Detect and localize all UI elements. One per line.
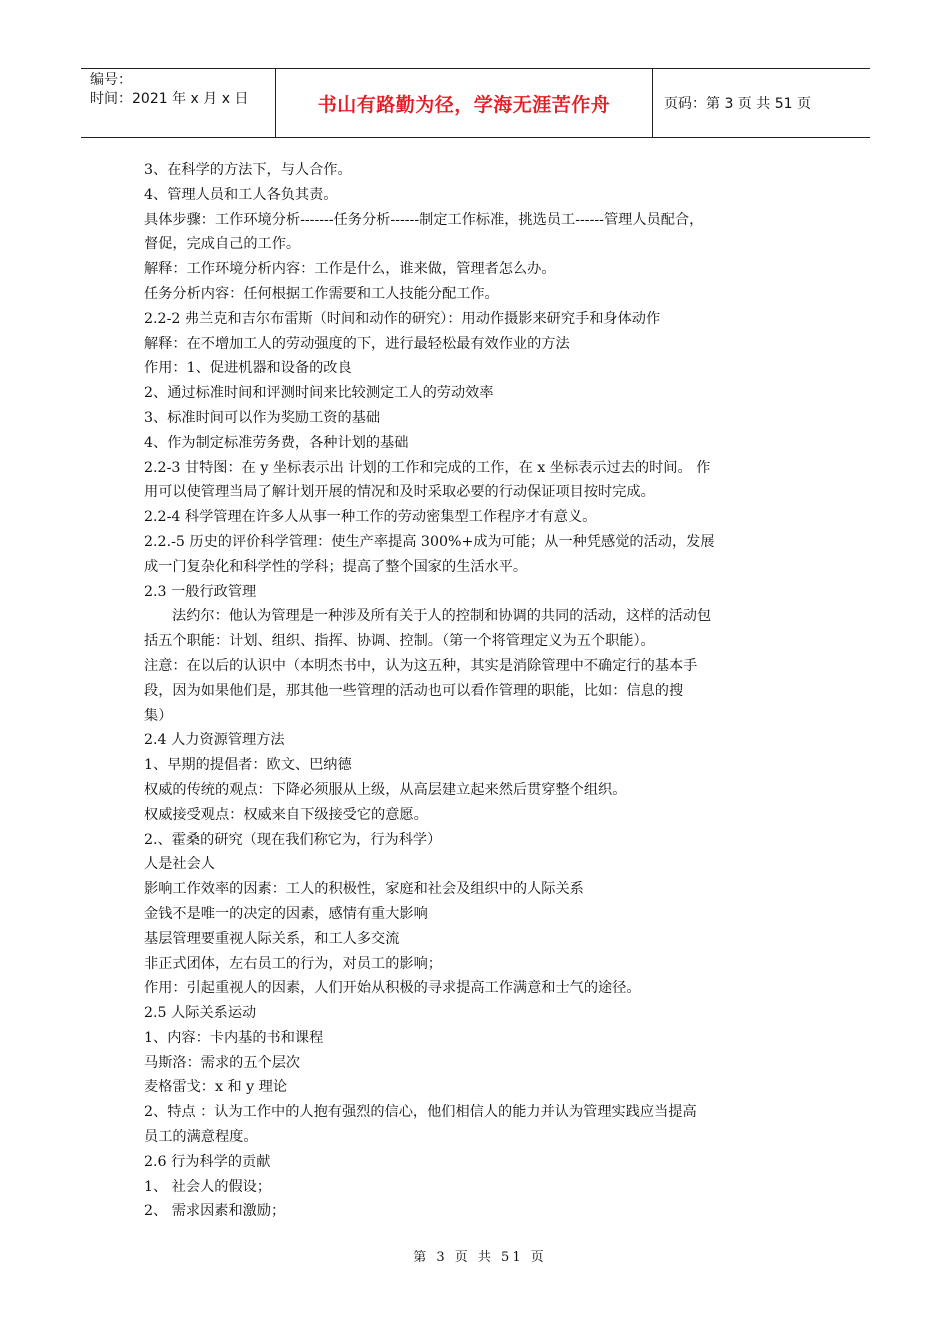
body-line: 1、早期的提倡者：欧文、巴纳德 — [144, 757, 352, 774]
body-line: 影响工作效率的因素：工人的积极性，家庭和社会及组织中的人际关系 — [144, 881, 584, 898]
body-line: 4、管理人员和工人各负其责。 — [144, 186, 338, 203]
body-line: 权威接受观点：权威来自下级接受它的意愿。 — [144, 806, 428, 823]
body-line: 员工的满意程度。 — [144, 1129, 258, 1146]
header-page-cell — [653, 69, 870, 137]
header-left-cell — [81, 69, 276, 137]
body-line: 段，因为如果他们是，那其他一些管理的活动也可以看作管理的职能，比如：信息的搜 — [144, 682, 684, 699]
body-line: 2.2-4 科学管理在许多人从事一种工作的劳动密集型工作程序才有意义。 — [144, 509, 597, 526]
body-line: 2.2-2 弗兰克和吉尔布雷斯（时间和动作的研究）：用动作摄影来研究手和身体动作 — [144, 310, 661, 327]
time-label: 时间：2021 年 x 月 x 日 — [90, 91, 249, 107]
body-line: 麦格雷戈：x 和 y 理论 — [144, 1079, 288, 1096]
document-body — [144, 158, 810, 1224]
body-line: 金钱不是唯一的决定的因素，感情有重大影响 — [144, 905, 428, 922]
header-motto-cell — [276, 69, 653, 137]
body-line: 马斯洛：需求的五个层次 — [144, 1054, 301, 1071]
page-footer — [0, 1246, 950, 1265]
body-line: 成一门复杂化和科学性的学科；提高了整个国家的生活水平。 — [144, 558, 528, 575]
body-line: 括五个职能：计划、组织、指挥、协调、控制。（第一个将管理定义为五个职能）。 — [144, 633, 655, 650]
body-line: 解释：工作环境分析内容：工作是什么，谁来做，管理者怎么办。 — [144, 261, 556, 278]
body-line: 集） — [144, 707, 173, 724]
body-line: 1、 社会人的假设； — [144, 1178, 272, 1195]
body-line: 督促，完成自己的工作。 — [144, 236, 301, 253]
body-line: 用可以使管理当局了解计划开展的情况和及时采取必要的行动保证项目按时完成。 — [144, 484, 655, 501]
body-line: 人是社会人 — [144, 856, 215, 873]
body-line: 非正式团体，左右员工的行为，对员工的影响； — [144, 955, 442, 972]
body-line: 注意：在以后的认识中（本明杰书中，认为这五种，其实是消除管理中不确定行的基本手 — [144, 657, 698, 674]
page-header — [81, 68, 870, 138]
section-heading: 2.5 人际关系运动 — [144, 1005, 257, 1022]
section-heading: 2.3 一般行政管理 — [144, 583, 257, 600]
footer-page-number: 第 3 页 共 51 页 — [413, 1250, 547, 1265]
body-line: 解释：在不增加工人的劳动强度的下，进行最轻松最有效作业的方法 — [144, 335, 570, 352]
body-line: 2.2-3 甘特图：在 y 坐标表示出 计划的工作和完成的工作，在 x 坐标表示过去的时间。 作 — [144, 459, 711, 476]
body-line: 2、 需求因素和激励； — [144, 1203, 286, 1220]
body-line: 4、作为制定标准劳务费，各种计划的基础 — [144, 434, 409, 451]
body-line: 1、内容：卡内基的书和课程 — [144, 1029, 324, 1046]
page-info: 页码：第 3 页 共 51 页 — [664, 96, 811, 112]
body-line: 法约尔：他认为管理是一种涉及所有关于人的控制和协调的共同的活动，这样的活动包 — [172, 608, 712, 625]
body-line: 3、标准时间可以作为奖励工资的基础 — [144, 409, 381, 426]
body-line: 具体步骤：工作环境分析-------任务分析------制定工作标准，挑选员工------管理人员配合， — [144, 211, 704, 228]
body-line: 作用：引起重视人的因素，人们开始从积极的寻求提高工作满意和士气的途径。 — [144, 980, 641, 997]
body-line: 任务分析内容：任何根据工作需要和工人技能分配工作。 — [144, 285, 499, 302]
body-line: 2、特点 ：认为工作中的人抱有强烈的信心，他们相信人的能力并认为管理实践应当提高 — [144, 1104, 697, 1121]
body-line: 2.2.-5 历史的评价科学管理：使生产率提高 300%+成为可能；从一种凭感觉的活动，发展 — [144, 533, 715, 550]
number-label: 编号： — [90, 72, 132, 88]
body-line: 2.、霍桑的研究（现在我们称它为，行为科学） — [144, 831, 442, 848]
section-heading: 2.4 人力资源管理方法 — [144, 732, 285, 749]
body-line: 2、通过标准时间和评测时间来比较测定工人的劳动效率 — [144, 385, 494, 402]
motto-text: 书山有路勤为径，学海无涯苦作舟 — [317, 93, 611, 116]
body-line: 基层管理要重视人际关系，和工人多交流 — [144, 930, 400, 947]
body-line: 作用：1、促进机器和设备的改良 — [144, 360, 352, 377]
body-line: 权威的传统的观点：下降必须服从上级，从高层建立起来然后贯穿整个组织。 — [144, 781, 627, 798]
body-line: 3、在科学的方法下，与人合作。 — [144, 162, 352, 178]
section-heading: 2.6 行为科学的贡献 — [144, 1153, 271, 1170]
